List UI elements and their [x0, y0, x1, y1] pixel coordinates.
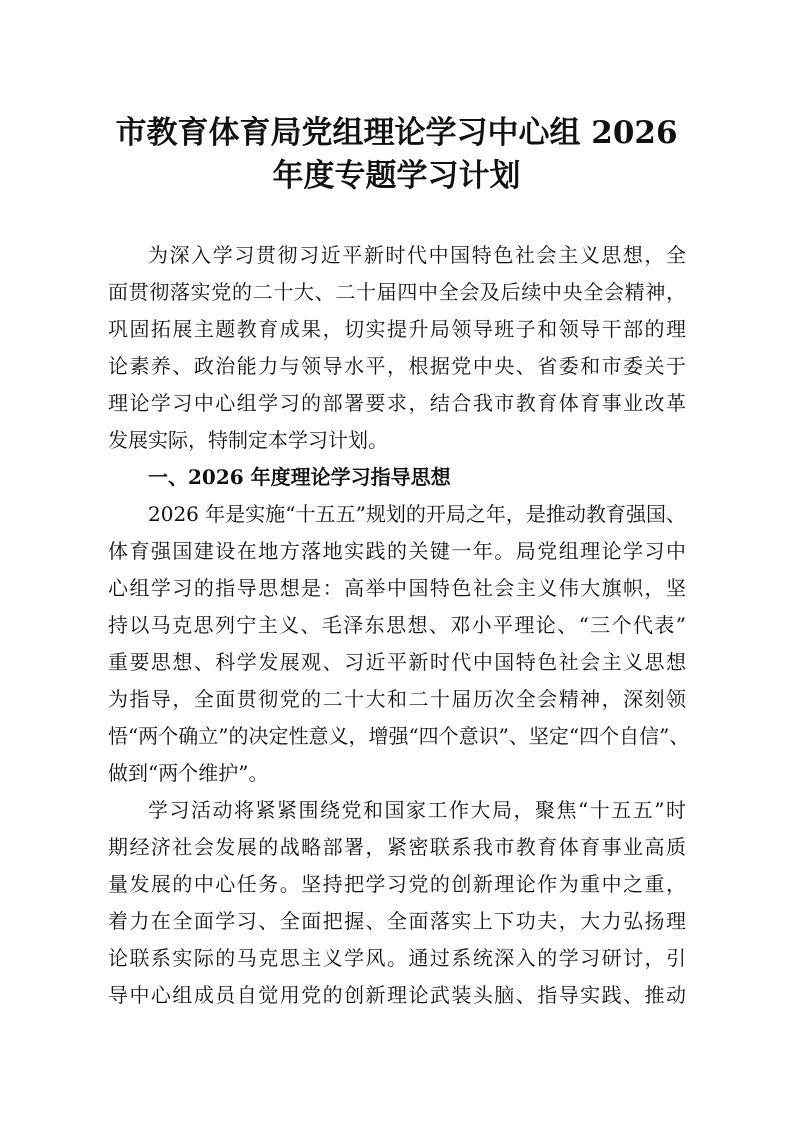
paragraph-2-line: 为指导，全面贯彻党的二十大和二十届历次全会精神，深刻领	[108, 687, 686, 711]
paragraph-3-line: 量发展的中心任务。坚持把学习党的创新理论作为重中之重，	[108, 872, 686, 896]
document-title-line-1: 市教育体育局党组理论学习中心组 2026	[115, 115, 678, 151]
paragraph-2-line: 做到“两个维护”。	[108, 761, 269, 785]
paragraph-2-line: 2026 年是实施“十五五”规划的开局之年，是推动教育强国、	[148, 502, 686, 526]
paragraph-1-line: 论素养、政治能力与领导水平，根据党中央、省委和市委关于	[108, 354, 686, 378]
paragraph-2-line: 重要思想、科学发展观、习近平新时代中国特色社会主义思想	[108, 650, 686, 674]
paragraph-1-line: 为深入学习贯彻习近平新时代中国特色社会主义思想，全	[148, 243, 686, 267]
paragraph-1-line: 理论学习中心组学习的部署要求，结合我市教育体育事业改革	[108, 391, 686, 415]
section-heading: 一、2026 年度理论学习指导思想	[148, 465, 451, 489]
paragraph-2-line: 持以马克思列宁主义、毛泽东思想、邓小平理论、“三个代表”	[108, 613, 686, 637]
paragraph-3-line: 期经济社会发展的战略部署，紧密联系我市教育体育事业高质	[108, 835, 686, 859]
paragraph-3-line: 着力在全面学习、全面把握、全面落实上下功夫，大力弘扬理	[108, 909, 686, 933]
paragraph-3-line: 论联系实际的马克思主义学风。通过系统深入的学习研讨，引	[108, 946, 686, 970]
paragraph-2-line: 心组学习的指导思想是：高举中国特色社会主义伟大旗帜，坚	[108, 576, 686, 600]
paragraph-3-line: 导中心组成员自觉用党的创新理论武装头脑、指导实践、推动	[108, 983, 686, 1007]
paragraph-2-line: 悟“两个确立”的决定性意义，增强“四个意识”、坚定“四个自信”、	[108, 724, 690, 748]
paragraph-1-line: 面贯彻落实党的二十大、二十届四中全会及后续中央全会精神，	[108, 280, 686, 304]
paragraph-1-line: 发展实际，特制定本学习计划。	[108, 428, 388, 452]
paragraph-2-line: 体育强国建设在地方落地实践的关键一年。局党组理论学习中	[108, 539, 686, 563]
paragraph-3-line: 学习活动将紧紧围绕党和国家工作大局，聚焦“十五五”时	[148, 798, 686, 822]
document-title-line-2: 年度专题学习计划	[272, 158, 521, 194]
paragraph-1-line: 巩固拓展主题教育成果，切实提升局领导班子和领导干部的理	[108, 317, 686, 341]
